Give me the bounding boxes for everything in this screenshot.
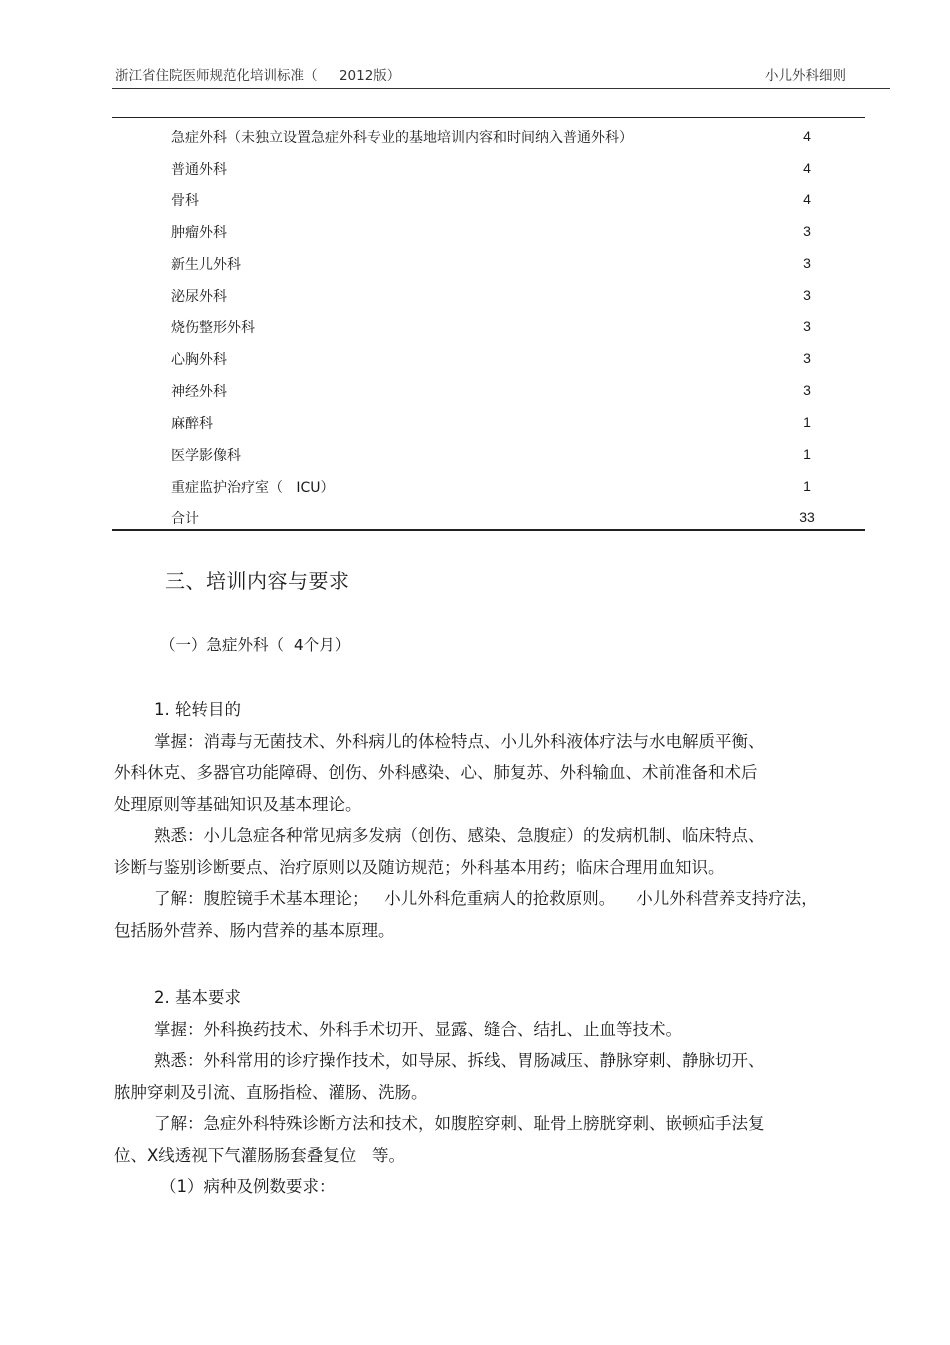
familiar-line: 脓肿穿刺及引流、直肠指检、灌肠、洗肠。 bbox=[114, 1082, 428, 1102]
table-row bbox=[112, 153, 865, 185]
dept-name: 骨科 bbox=[171, 193, 199, 209]
dept-months: 4 bbox=[803, 191, 811, 207]
header-divider bbox=[112, 88, 890, 89]
master-line: 掌握：消毒与无菌技术、外科病儿的体检特点、小儿外科液体疗法与水电解质平衡、 bbox=[154, 731, 765, 751]
block-basic-requirements bbox=[114, 982, 854, 1203]
master-line: 掌握：外科换药技术、外科手术切开、显露、缝合、结扎、止血等技术。 bbox=[154, 1019, 682, 1039]
table-top-rule bbox=[112, 117, 865, 118]
total-label: 合计 bbox=[171, 511, 199, 527]
table-row bbox=[112, 471, 865, 503]
know-line: 了解：腹腔镜手术基本理论； 小儿外科危重病人的抢救原则。 小儿外科营养支持疗法， bbox=[154, 889, 818, 908]
master-line: 处理原则等基础知识及基本理论。 bbox=[114, 794, 362, 814]
table-row bbox=[112, 343, 865, 375]
dept-name: 新生儿外科 bbox=[171, 257, 241, 273]
familiar-line: 熟悉：外科常用的诊疗操作技术，如导尿、拆线、胃肠减压、静脉穿刺、静脉切开、 bbox=[154, 1051, 765, 1070]
familiar-line: 熟悉：小儿急症各种常见病多发病（创伤、感染、急腹症）的发病机制、临床特点、 bbox=[154, 826, 765, 845]
table-row bbox=[112, 375, 865, 407]
block-rotation-goals bbox=[114, 694, 854, 946]
table-row bbox=[112, 439, 865, 471]
dept-months: 3 bbox=[803, 318, 811, 334]
header-title: 浙江省住院医师规范化培训标准（ 2012版） bbox=[115, 68, 401, 84]
know-line: 了解：急症外科特殊诊断方法和技术，如腹腔穿刺、耻骨上膀胱穿刺、嵌顿疝手法复 bbox=[154, 1114, 765, 1133]
dept-name: 心胸外科 bbox=[171, 352, 227, 368]
know-line: 包括肠外营养、肠内营养的基本原理。 bbox=[114, 920, 395, 940]
table-row bbox=[112, 248, 865, 280]
dept-name: 肿瘤外科 bbox=[171, 225, 227, 241]
dept-name: 普通外科 bbox=[171, 162, 227, 178]
dept-name: 医学影像科 bbox=[171, 448, 241, 464]
know-line: 位、X线透视下气灌肠肠套叠复位 等。 bbox=[114, 1145, 406, 1165]
header-section: 小儿外科细则 bbox=[765, 68, 846, 84]
dept-months: 3 bbox=[803, 382, 811, 398]
dept-months: 1 bbox=[803, 478, 811, 494]
dept-name: 急症外科（未独立设置急症外科专业的基地培训内容和时间纳入普通外科） bbox=[171, 130, 633, 146]
block-heading: 1. 轮转目的 bbox=[154, 700, 241, 719]
dept-months: 3 bbox=[803, 287, 811, 303]
table-row bbox=[112, 311, 865, 343]
dept-months: 1 bbox=[803, 414, 811, 430]
section-title: 三、培训内容与要求 bbox=[165, 569, 350, 593]
table-row bbox=[112, 407, 865, 439]
dept-name: 麻醉科 bbox=[171, 416, 213, 432]
dept-months: 3 bbox=[803, 255, 811, 271]
table-row bbox=[112, 216, 865, 248]
subsection-title: （一）急症外科（ 4个月） bbox=[160, 636, 351, 654]
dept-name: 烧伤整形外科 bbox=[171, 320, 255, 336]
table-bottom-rule bbox=[112, 529, 865, 531]
dept-name: 重症监护治疗室（ ICU） bbox=[171, 480, 335, 496]
dept-months: 4 bbox=[803, 128, 811, 144]
dept-months: 3 bbox=[803, 223, 811, 239]
table-row bbox=[112, 184, 865, 216]
dept-months: 3 bbox=[803, 350, 811, 366]
dept-name: 神经外科 bbox=[171, 384, 227, 400]
master-line: 外科休克、多器官功能障碍、创伤、外科感染、心、肺复苏、外科输血、术前准备和术后 bbox=[114, 763, 758, 782]
familiar-line: 诊断与鉴别诊断要点、治疗原则以及随访规范；外科基本用药；临床合理用血知识。 bbox=[114, 857, 725, 877]
table-row bbox=[112, 121, 865, 153]
item-line: （1）病种及例数要求： bbox=[160, 1177, 336, 1196]
table-row bbox=[112, 280, 865, 312]
total-months: 33 bbox=[799, 509, 815, 525]
dept-months: 4 bbox=[803, 160, 811, 176]
block-heading: 2. 基本要求 bbox=[154, 988, 241, 1007]
dept-name: 泌尿外科 bbox=[171, 289, 227, 305]
dept-months: 1 bbox=[803, 446, 811, 462]
